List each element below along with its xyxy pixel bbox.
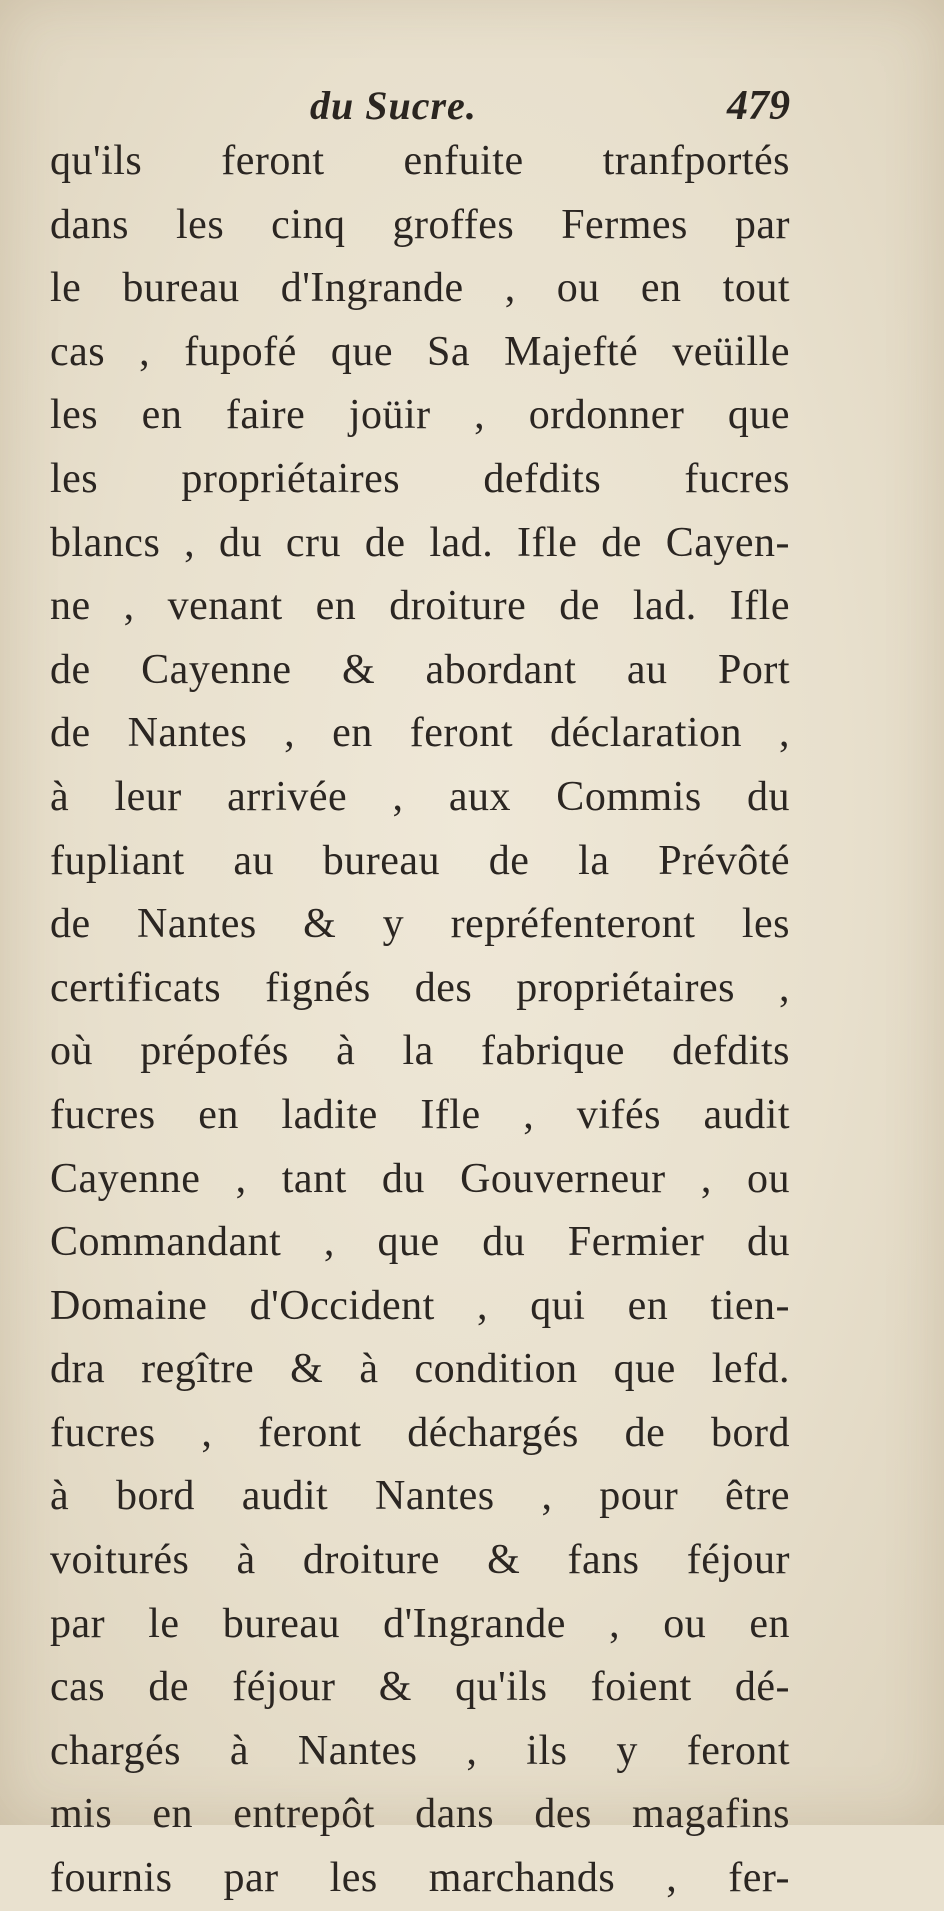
text-line: mis en entrepôt dans des magafins (50, 1791, 790, 1838)
running-head-title: du Sucre. (310, 83, 477, 128)
text-line: ne , venant en droiture de lad. Ifle (50, 583, 790, 630)
text-line: chargés à Nantes , ils y feront (50, 1727, 790, 1774)
text-line: Cayenne , tant du Gouverneur , ou (50, 1155, 790, 1202)
text-line: certificats fignés des propriétaires , (50, 964, 790, 1011)
text-line: à bord audit Nantes , pour être (50, 1473, 790, 1520)
body-text (50, 130, 790, 1911)
text-line: les propriétaires defdits fucres (50, 455, 790, 502)
text-line: Commandant , que du Fermier du (50, 1219, 790, 1266)
text-line: par le bureau d'Ingrande , ou en (50, 1600, 790, 1647)
text-line: Domaine d'Occident , qui en tien- (50, 1282, 790, 1329)
text-line: voiturés à droiture & fans féjour (50, 1537, 790, 1584)
page-number: 479 (727, 83, 790, 129)
text-line: dra regître & à condition que lefd. (50, 1346, 790, 1393)
text-line: à leur arrivée , aux Commis du (50, 773, 790, 820)
text-line: fournis par les marchands , fer- (50, 1855, 790, 1902)
text-line: blancs , du cru de lad. Ifle de Cayen- (50, 519, 790, 566)
text-line: où prépofés à la fabrique defdits (50, 1028, 790, 1075)
text-line: fupliant au bureau de la Prévôté (50, 837, 790, 884)
text-line: le bureau d'Ingrande , ou en tout (50, 265, 790, 312)
text-line: les en faire joüir , ordonner que (50, 392, 790, 439)
text-line: qu'ils feront enfuite tranfportés (50, 138, 790, 184)
text-line: cas , fupofé que Sa Majefté veüille (50, 328, 790, 375)
text-line: de Cayenne & abordant au Port (50, 646, 790, 693)
text-line: de Nantes , en feront déclaration , (50, 710, 790, 757)
text-line: cas de féjour & qu'ils foient dé- (50, 1664, 790, 1711)
text-line: de Nantes & y repréfenteront les (50, 901, 790, 948)
text-line: fucres , feront déchargés de bord (50, 1409, 790, 1456)
text-line: dans les cinq groffes Fermes par (50, 201, 790, 248)
text-line: fucres en ladite Ifle , vifés audit (50, 1091, 790, 1138)
